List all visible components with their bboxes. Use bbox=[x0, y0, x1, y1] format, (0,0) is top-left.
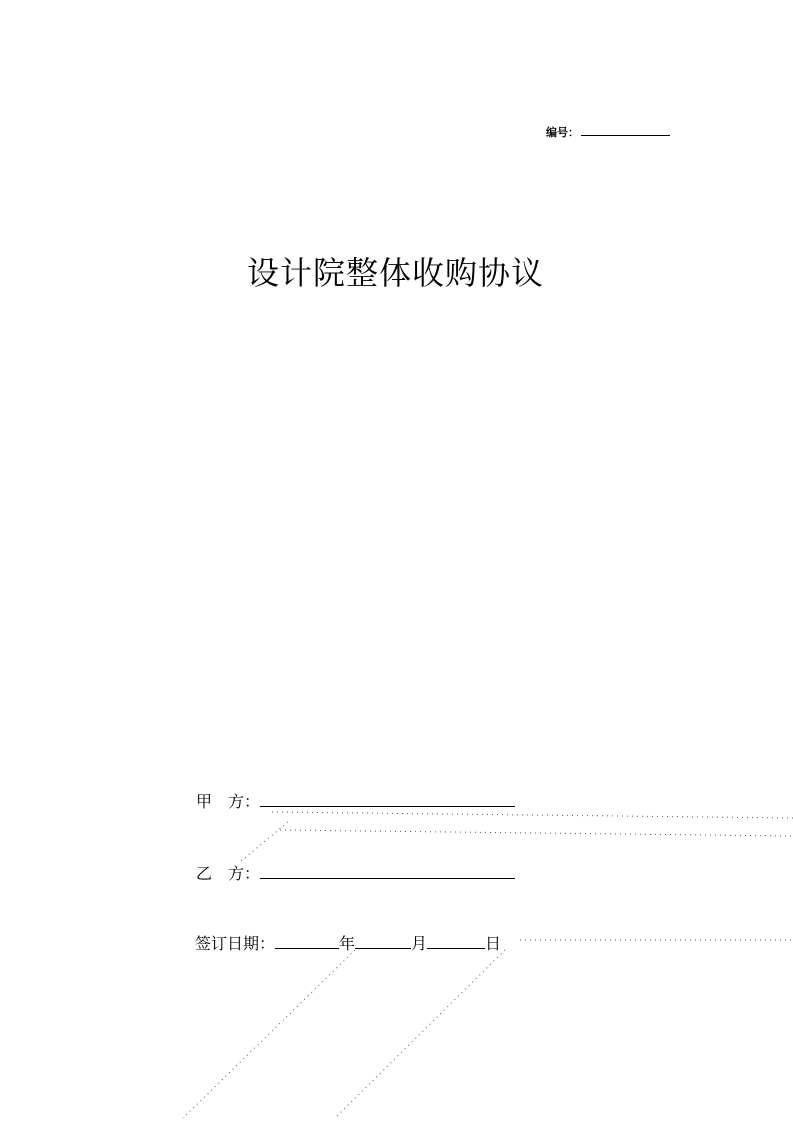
party-b-blank bbox=[260, 862, 515, 879]
month-label: 月 bbox=[411, 934, 428, 953]
party-a-row bbox=[196, 790, 515, 813]
document-number bbox=[546, 122, 670, 141]
party-a-label: 甲 方： bbox=[196, 792, 261, 811]
document-number-label: 编号： bbox=[546, 126, 579, 139]
document-title-text: 设计院整体收购协议 bbox=[246, 254, 544, 292]
year-blank bbox=[275, 932, 339, 949]
month-blank bbox=[355, 932, 411, 949]
document-number-blank bbox=[581, 122, 670, 136]
party-b-row bbox=[196, 862, 515, 885]
party-b-label: 乙 方： bbox=[196, 864, 261, 883]
dotted-line-2 bbox=[280, 830, 793, 836]
dotted-line-5 bbox=[183, 950, 355, 1118]
year-label: 年 bbox=[339, 934, 356, 953]
day-blank bbox=[427, 932, 485, 949]
document-title bbox=[0, 253, 793, 293]
party-a-blank bbox=[260, 790, 515, 807]
signing-date-row bbox=[195, 932, 501, 955]
signing-date-label: 签订日期： bbox=[195, 934, 276, 953]
day-label: 日 bbox=[485, 934, 502, 953]
dotted-line-6 bbox=[335, 950, 505, 1118]
dotted-line-3 bbox=[240, 822, 288, 862]
